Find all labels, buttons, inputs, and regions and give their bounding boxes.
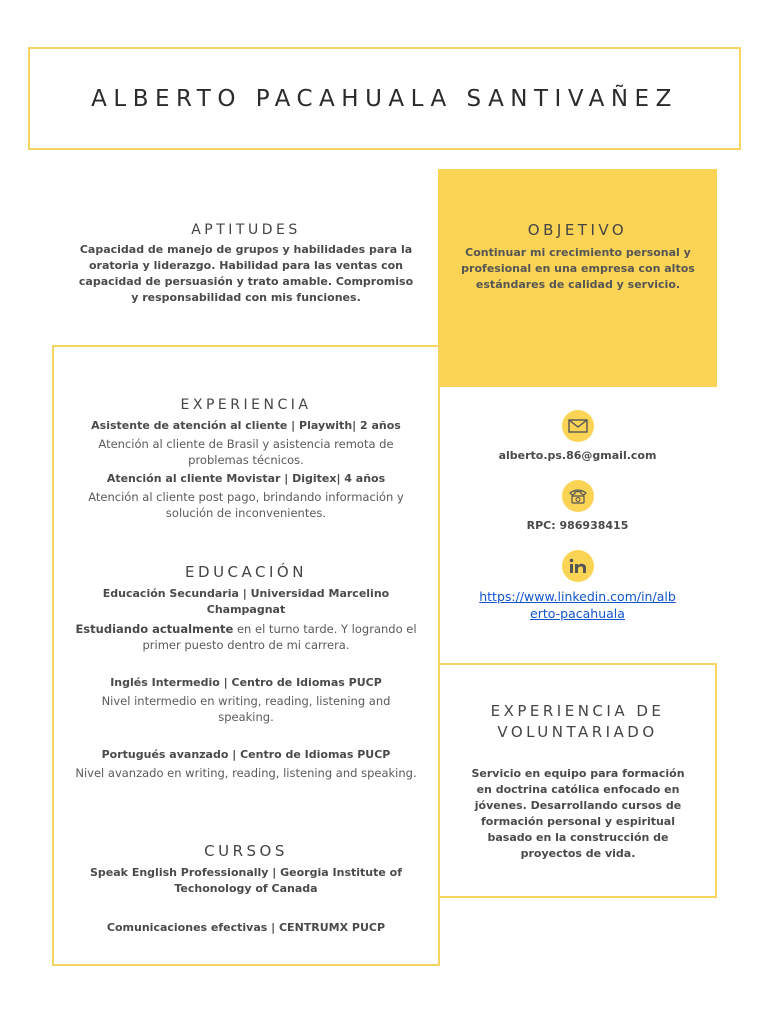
educacion-section (74, 563, 418, 781)
language-desc: Nivel intermedio en writing, reading, listening and speaking. (101, 694, 391, 724)
aptitudes-title: APTITUDES (191, 222, 301, 238)
voluntariado-text: Servicio en equipo para formación en doctrina católica enfocado en jóvenes. Desarrollando cursos de formación personal y espiritual basado en la construcción de proyectos de vida. (471, 767, 685, 860)
cursos-title: CURSOS (204, 842, 288, 860)
education-status-bold: Estudiando actualmente (75, 622, 234, 636)
objetivo-body (460, 245, 696, 293)
email-text: alberto.ps.86@gmail.com (498, 449, 657, 462)
phone-text: RPC: 986938415 (526, 519, 629, 532)
experience-education-box (52, 345, 440, 966)
education-status-rest: en el turno tarde. Y logrando el primer puesto dentro de mi carrera. (142, 622, 417, 652)
objetivo-text: Continuar mi crecimiento personal y profesional en una empresa con altos estándares de calidad y servicio. (461, 246, 695, 291)
candidate-name: ALBERTO PACAHUALA SANTIVAÑEZ (91, 85, 678, 112)
aptitudes-text: Capacidad de manejo de grupos y habilidades para la oratoria y liderazgo. Habilidad para las ventas con capacidad de persuasión y trato amable. Compromiso y responsabilidad con mis funciones. (78, 243, 414, 304)
mail-icon (562, 410, 594, 442)
objetivo-title: OBJETIVO (527, 221, 628, 239)
linkedin-link-line2[interactable]: erto-pacahuala (530, 606, 625, 621)
experience-role: Atención al cliente Movistar | Digitex| 4 años (106, 472, 386, 485)
contact-section (438, 410, 717, 622)
voluntariado-title-line1: EXPERIENCIA DE (490, 702, 665, 720)
cursos-section (74, 842, 418, 936)
course-item: Speak English Professionally | Georgia Institute of Techonology of Canada (90, 866, 402, 895)
experiencia-title: EXPERIENCIA (180, 397, 312, 413)
language-desc: Nivel avanzado en writing, reading, listening and speaking. (75, 766, 417, 780)
linkedin-link-line1[interactable]: https://www.linkedin.com/in/alb (479, 589, 676, 604)
experience-role: Asistente de atención al cliente | Playwith| 2 años (91, 419, 401, 432)
name-header-box (28, 47, 741, 150)
voluntariado-section (438, 663, 717, 898)
course-item: Comunicaciones efectivas | CENTRUMX PUCP (106, 921, 386, 934)
aptitudes-section (78, 222, 414, 306)
educacion-title: EDUCACIÓN (185, 563, 307, 581)
voluntariado-title-line2: VOLUNTARIADO (497, 723, 658, 741)
voluntariado-title (440, 701, 715, 743)
linkedin-link[interactable] (438, 588, 717, 622)
experiencia-section (74, 397, 418, 521)
objetivo-section (438, 169, 717, 387)
language-title: Portugués avanzado | Centro de Idiomas PUCP (101, 748, 391, 761)
phone-icon (562, 480, 594, 512)
education-school: Educación Secundaria | Universidad Marcelino Champagnat (102, 587, 390, 616)
language-title: Inglés Intermedio | Centro de Idiomas PUCP (110, 676, 382, 689)
experience-desc: Atención al cliente de Brasil y asistencia remota de problemas técnicos. (98, 437, 394, 467)
linkedin-icon (562, 550, 594, 582)
education-status (74, 621, 418, 653)
experience-desc: Atención al cliente post pago, brindando información y solución de inconvenientes. (88, 490, 404, 520)
